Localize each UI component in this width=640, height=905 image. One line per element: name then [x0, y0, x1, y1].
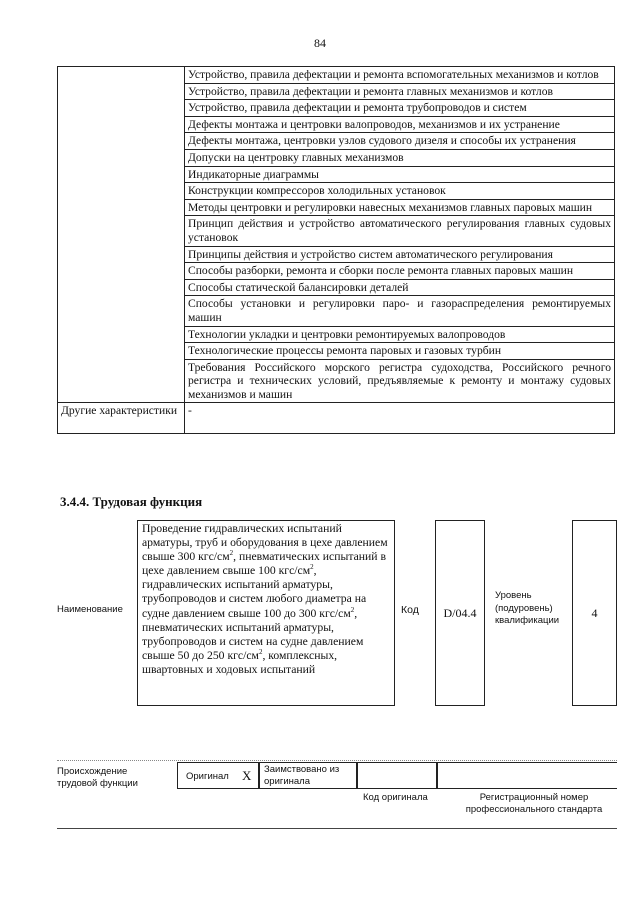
knowledge-item: Требования Российского морского регистра судоходства, Российского речного регистра и технических условий, предъявляемые к ремонту и монтажу судовых механизмов и машин: [185, 359, 615, 403]
knowledge-item: Способы разборки, ремонта и сборки после ремонта главных паровых машин: [185, 263, 615, 280]
name-fragment: , пневматических испытаний арматуры, трубопроводов и систем на судне давлением свыше 50 до 250 кгс/см: [142, 606, 364, 662]
knowledge-item: Дефекты монтажа, центровки узлов судового дизеля и способы их устранения: [185, 133, 615, 150]
knowledge-left-cell: [58, 67, 185, 403]
level-box: [572, 520, 617, 706]
divider: [57, 760, 617, 761]
reg-number-box: [437, 762, 617, 789]
section-title: 3.4.4. Трудовая функция: [60, 494, 203, 509]
reg-number-caption: Регистрационный номер профессионального стандарта: [465, 792, 603, 815]
knowledge-item: Технологические процессы ремонта паровых и газовых турбин: [185, 343, 615, 360]
code-label: Код: [401, 604, 419, 616]
page-number: 84: [314, 36, 326, 50]
code-original-caption: Код оригинала: [363, 792, 428, 803]
knowledge-item: Конструкции компрессоров холодильных установок: [185, 183, 615, 200]
name-fragment: , комплексных, швартовных и ходовых испытаний: [142, 648, 338, 676]
other-characteristics-label: Другие характеристики: [58, 403, 185, 434]
knowledge-item: Устройство, правила дефектации и ремонта вспомогательных механизмов и котлов: [185, 67, 615, 84]
name-fragment: , гидравлических испытаний арматуры, трубопроводов и систем любого диаметра на судне давлением свыше 100 до 300 кгс/см: [142, 564, 367, 620]
function-name-text: [142, 522, 388, 676]
knowledge-item: Принципы действия и устройство систем автоматического регулирования: [185, 246, 615, 263]
borrowed-text: Заимствовано из оригинала: [264, 764, 340, 787]
knowledge-item: Устройство, правила дефектации и ремонта трубопроводов и систем: [185, 100, 615, 117]
superscript: 2: [258, 647, 263, 656]
code-original-box: [357, 762, 437, 789]
name-fragment: , пневматических испытаний в цехе давлением свыше 100 кгс/см: [142, 550, 386, 578]
code-box: [435, 520, 485, 706]
knowledge-item: Допуски на центровку главных механизмов: [185, 149, 615, 166]
original-text: Оригинал: [186, 771, 229, 782]
knowledge-item: Методы центровки и регулировки навесных механизмов главных паровых машин: [185, 199, 615, 216]
other-characteristics-value: -: [185, 403, 615, 434]
function-name-box: [137, 520, 395, 706]
labor-function-block: [57, 520, 617, 710]
origin-block: [57, 756, 617, 826]
code-value: D/04.4: [443, 605, 477, 620]
superscript: 2: [229, 549, 234, 558]
level-label: Уровень (подуровень) квалификации: [495, 590, 560, 626]
knowledge-item: Дефекты монтажа и центровки валопроводов, механизмов и их устранение: [185, 116, 615, 133]
superscript: 2: [310, 563, 314, 572]
knowledge-item: Устройство, правила дефектации и ремонта главных механизмов и котлов: [185, 83, 615, 100]
name-fragment: Проведение гидравлических испытаний арматуры, труб и оборудования в цехе давлением свыше 300 кгс/см: [142, 522, 388, 564]
name-label: Наименование: [57, 604, 123, 615]
knowledge-item: Способы установки и регулировки паро- и газораспределения ремонтируемых машин: [185, 296, 615, 326]
bottom-rule: [57, 828, 617, 829]
origin-label: Происхождение трудовой функции: [57, 766, 138, 789]
level-value: 4: [591, 605, 598, 620]
knowledge-table: [57, 66, 615, 434]
knowledge-item: Технологии укладки и центровки ремонтируемых валопроводов: [185, 326, 615, 343]
knowledge-item: Принцип действия и устройство автоматического регулирования главных судовых установок: [185, 216, 615, 246]
knowledge-item: Способы статической балансировки деталей: [185, 279, 615, 296]
superscript: 2: [350, 605, 355, 614]
knowledge-item: Индикаторные диаграммы: [185, 166, 615, 183]
original-mark: X: [242, 768, 252, 783]
borrowed-box: [259, 762, 357, 789]
original-box: [177, 762, 259, 789]
